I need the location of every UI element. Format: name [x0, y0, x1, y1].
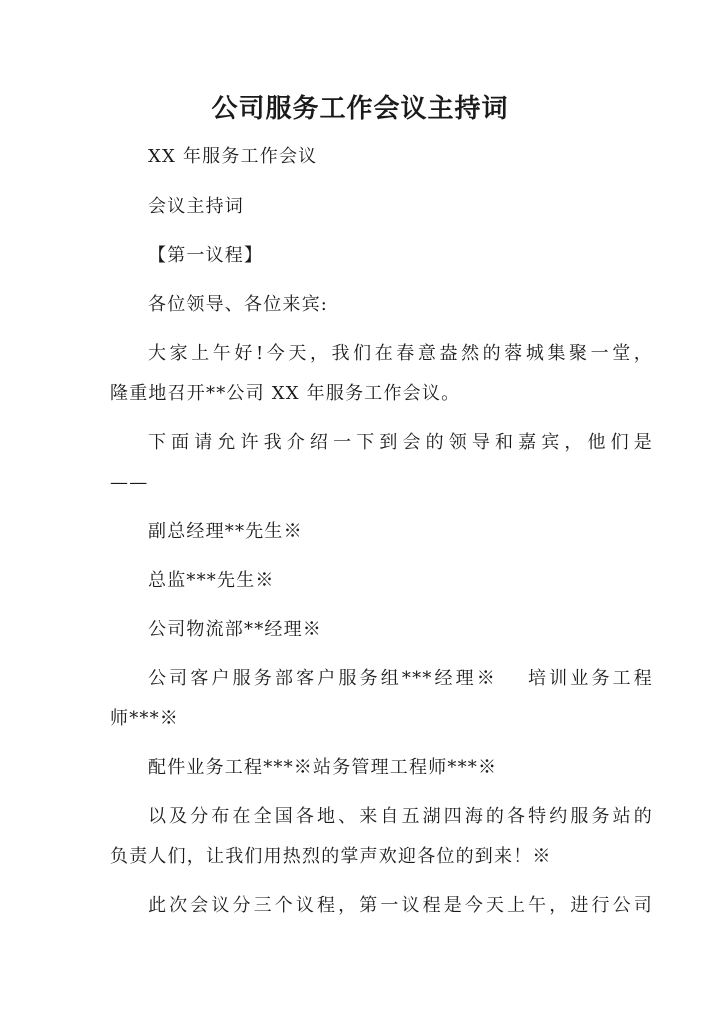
paragraph-line: 隆重地召开**公司 XX 年服务工作会议。 — [110, 383, 461, 404]
paragraph-line: 下面请允许我介绍一下到会的领导和嘉宾，他们是 — [148, 432, 653, 453]
document-title: 公司服务工作会议主持词 — [211, 94, 509, 124]
paragraph-line: —— — [110, 472, 149, 493]
paragraph-line: 以及分布在全国各地、来自五湖四海的各特约服务站的 — [148, 806, 653, 827]
agenda-heading: 【第一议程】 — [148, 245, 264, 266]
greeting-line: 各位领导、各位来宾: — [148, 294, 329, 315]
attendee-line: 总监***先生※ — [148, 570, 275, 591]
attendee-line: 公司客户服务部客户服务组***经理※ 培训业务工程 — [148, 668, 653, 689]
attendee-line: 配件业务工程***※站务管理工程师***※ — [148, 757, 498, 778]
paragraph-line: 大家上午好!今天，我们在春意盎然的蓉城集聚一堂， — [148, 343, 653, 364]
meeting-name-line: XX 年服务工作会议 — [148, 146, 318, 167]
host-script-line: 会议主持词 — [148, 196, 244, 217]
paragraph-line: 负责人们，让我们用热烈的掌声欢迎各位的到来！※ — [110, 846, 552, 867]
paragraph-line: 此次会议分三个议程，第一议程是今天上午，进行公司 — [148, 895, 653, 916]
attendee-line: 公司物流部**经理※ — [148, 619, 322, 640]
attendee-line: 师***※ — [110, 708, 179, 729]
attendee-line: 副总经理**先生※ — [148, 521, 303, 542]
